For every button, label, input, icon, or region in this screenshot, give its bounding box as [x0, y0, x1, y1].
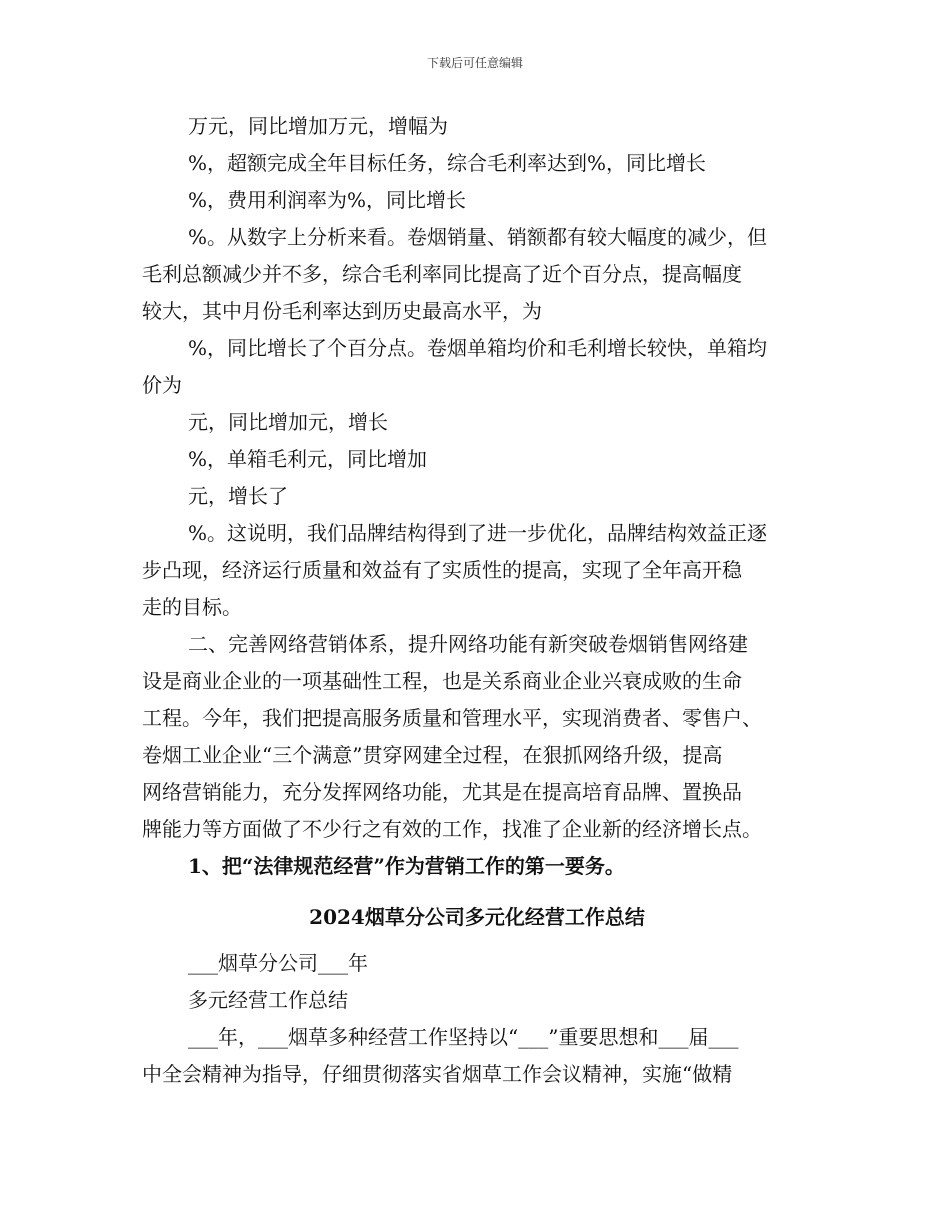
document-body [142, 108, 812, 1093]
paragraph-line: 牌能力等方面做了不少行之有效的工作，找准了企业新的经济增长点。 [142, 817, 762, 841]
document-title: 2024烟草分公司多元化经营工作总结 [309, 905, 645, 929]
paragraph-line: 多元经营工作总结 [188, 988, 348, 1012]
paragraph-line: 元，增长了 [188, 484, 288, 508]
page-header: 下载后可任意编辑 [426, 56, 523, 70]
paragraph-line: 较大，其中月份毛利率达到历史最高水平，为 [142, 299, 542, 323]
section-heading: 1、把“法律规范经营”作为营销工作的第一要务。 [188, 854, 625, 878]
paragraph-line: 走的目标。 [142, 595, 242, 619]
paragraph-line: 网络营销能力，充分发挥网络功能，尤其是在提高培育品牌、置换品 [142, 780, 742, 804]
paragraph-line: 毛利总额减少并不多，综合毛利率同比提高了近个百分点，提高幅度 [142, 262, 742, 286]
paragraph-line: 设是商业企业的一项基础性工程，也是关系商业企业兴衰成败的生命 [142, 669, 742, 693]
paragraph-line: ___烟草分公司___年 [188, 951, 368, 975]
paragraph-line: %，同比增长了个百分点。卷烟单箱均价和毛利增长较快，单箱均 [188, 336, 768, 360]
paragraph-line: ___年，___烟草多种经营工作坚持以“___”重要思想和___届___ [188, 1025, 739, 1049]
paragraph-line: %。这说明，我们品牌结构得到了进一步优化，品牌结构效益正逐 [188, 521, 768, 545]
paragraph-line: 工程。今年，我们把提高服务质量和管理水平，实现消费者、零售户、 [142, 706, 762, 730]
paragraph-line: %，单箱毛利元，同比增加 [188, 447, 428, 471]
paragraph-line: 元，同比增加元，增长 [188, 410, 388, 434]
paragraph-line: %。从数字上分析来看。卷烟销量、销额都有较大幅度的减少，但 [188, 225, 768, 249]
paragraph-line: 卷烟工业企业“三个满意”贯穿网建全过程，在狠抓网络升级，提高 [142, 743, 723, 767]
paragraph-line: 中全会精神为指导，仔细贯彻落实省烟草工作会议精神，实施“做精 [142, 1062, 733, 1086]
paragraph-line: 二、完善网络营销体系，提升网络功能有新突破卷烟销售网络建 [188, 632, 748, 656]
paragraph-line: 价为 [142, 373, 182, 397]
paragraph-line: %，超额完成全年目标任务，综合毛利率达到%，同比增长 [188, 151, 707, 175]
paragraph-line: 步凸现，经济运行质量和效益有了实质性的提高，实现了全年高开稳 [142, 558, 742, 582]
paragraph-line: %，费用利润率为%，同比增长 [188, 188, 467, 212]
paragraph-line: 万元，同比增加万元，增幅为 [188, 114, 448, 138]
